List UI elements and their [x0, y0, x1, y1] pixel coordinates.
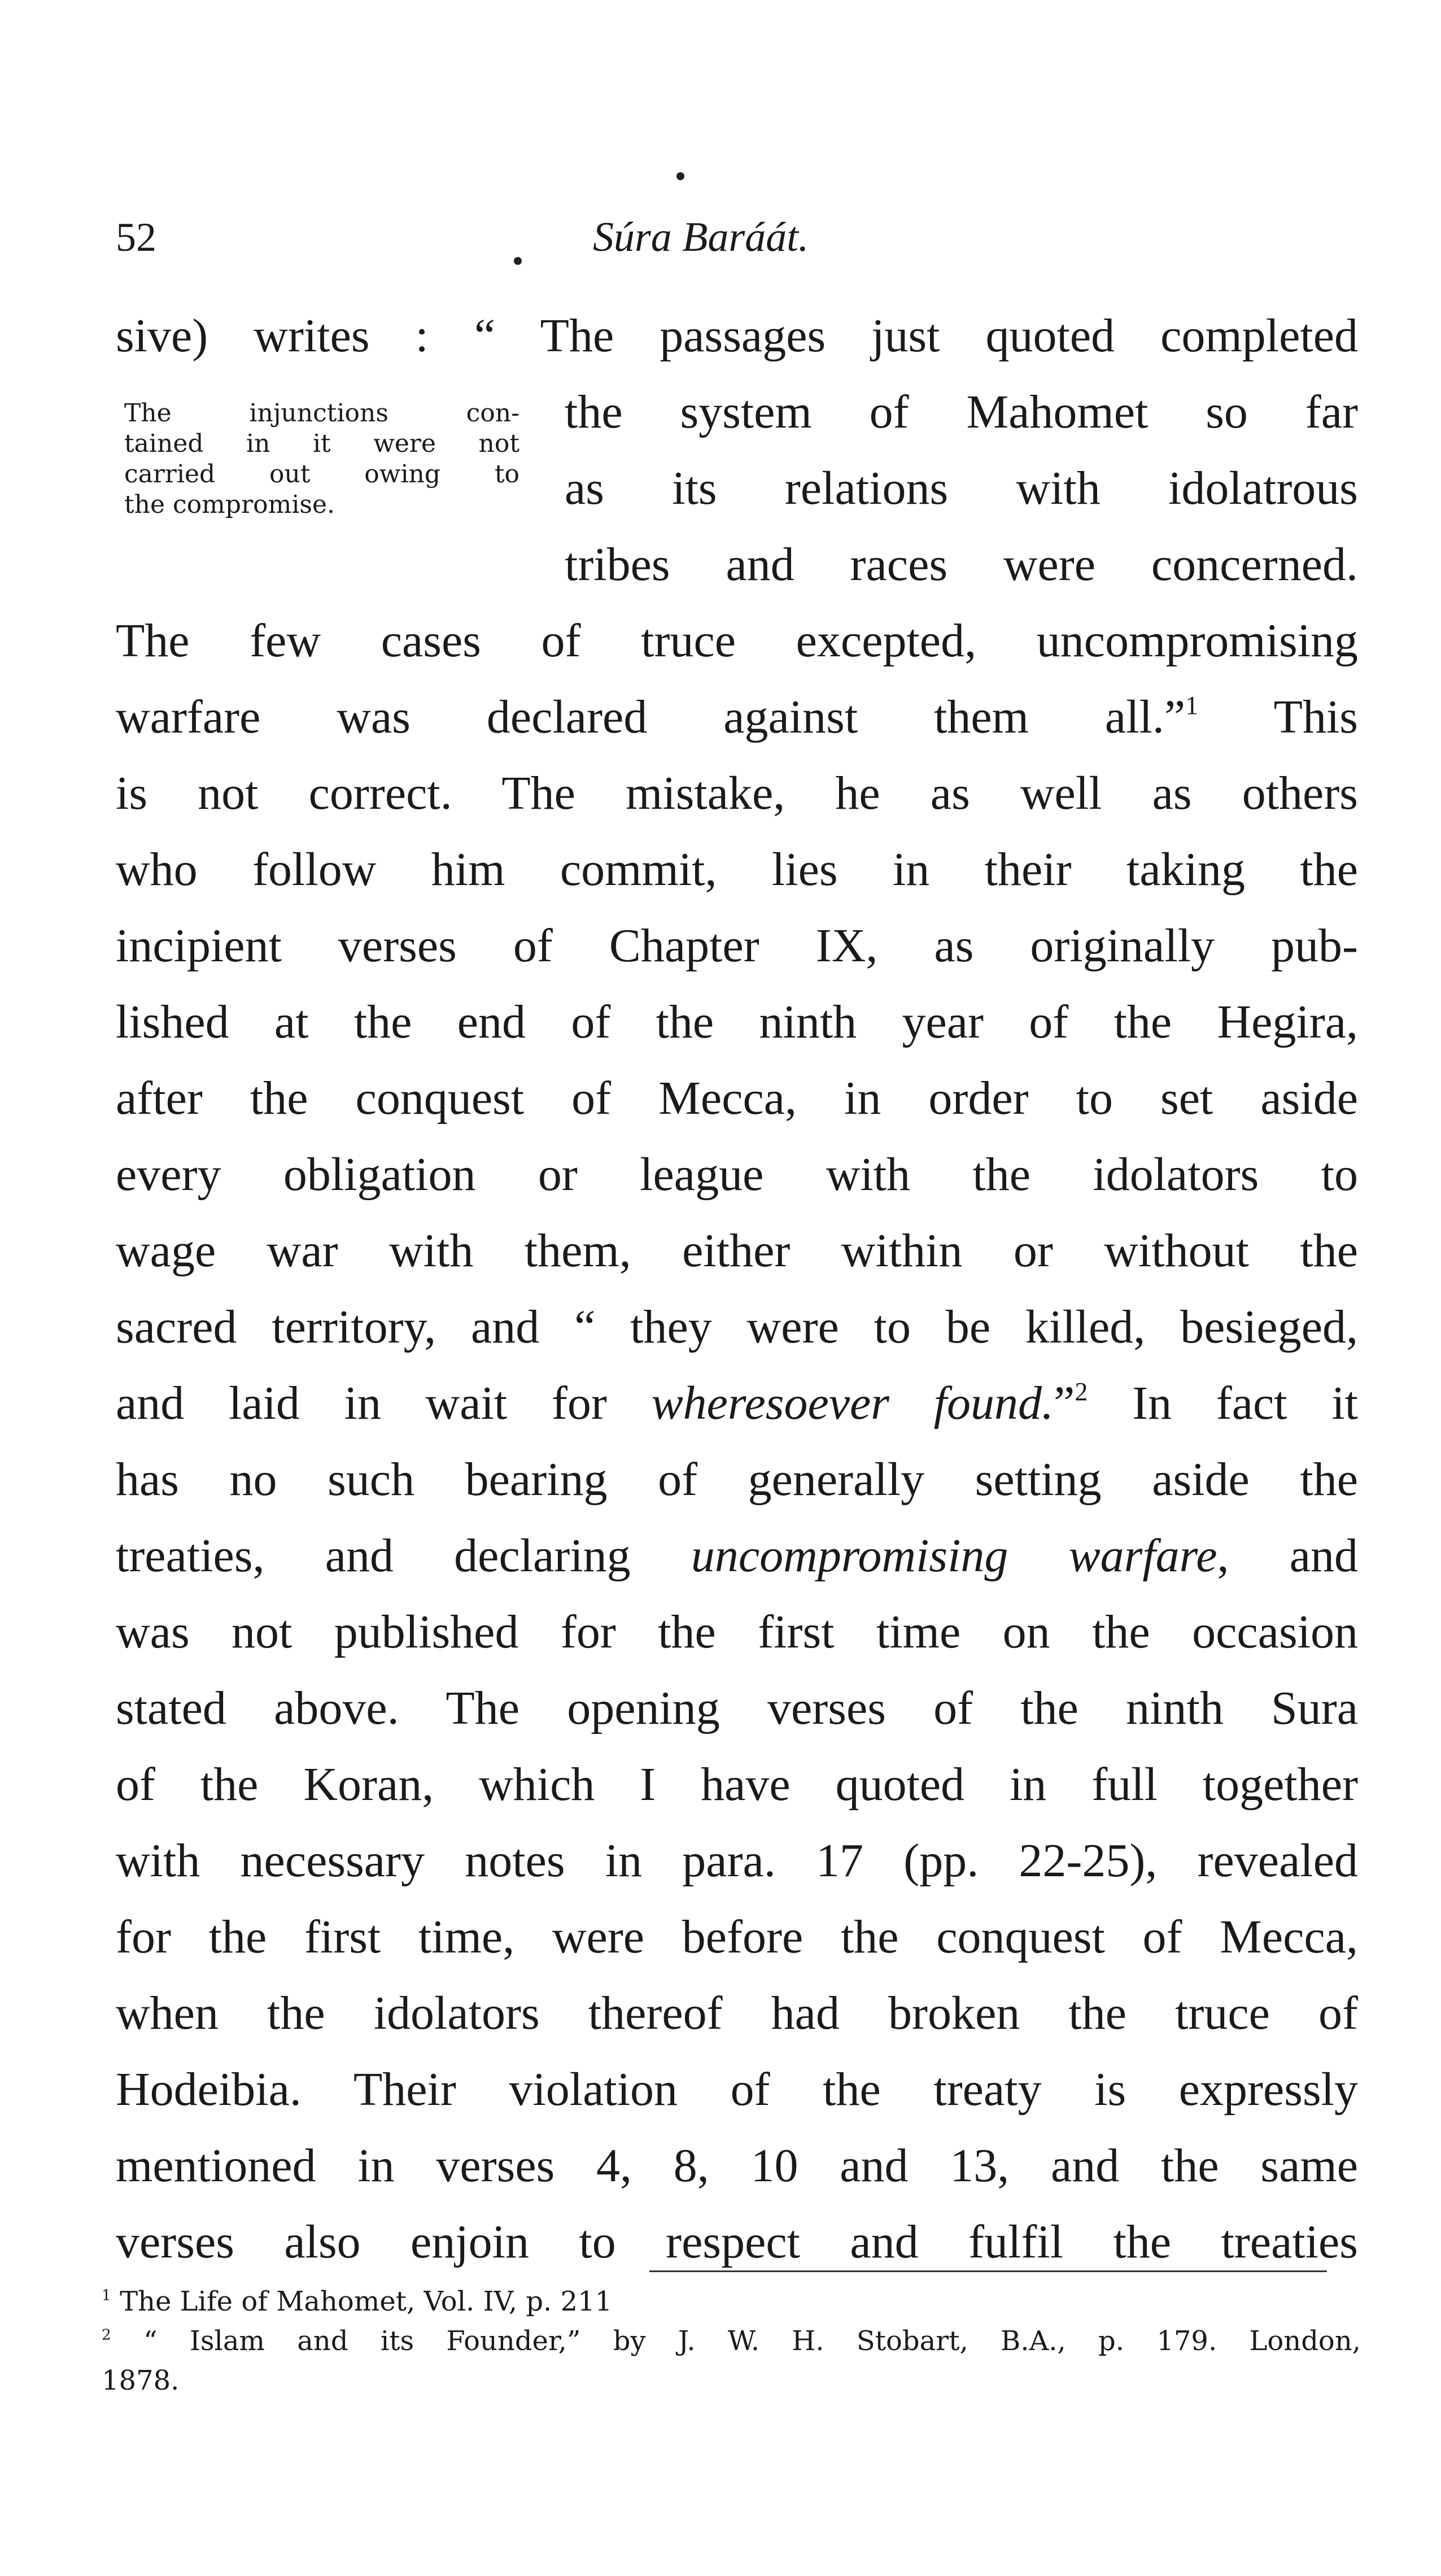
text-line: for the first time, were before the conquest of Mecca, [116, 1911, 1358, 1963]
margin-note-line: tained in it were not [124, 429, 519, 458]
italic-phrase: uncompromising warfare [691, 1529, 1217, 1582]
margin-note-line: carried out owing to [124, 460, 519, 489]
footnote-mark: 2 [102, 2326, 111, 2344]
text-segment: ” [1054, 1377, 1075, 1429]
footnote-text: “ Islam and its Founder,” by J. W. H. Stobart, B.A., p. 179. London, [143, 2325, 1361, 2357]
text-line: tribes and races were concerned. [565, 538, 1358, 591]
text-line: when the idolators thereof had broken the truce of [116, 1987, 1358, 2039]
text-segment: In fact it [1088, 1377, 1358, 1429]
printer-mark-dot [514, 257, 522, 265]
text-line: sacred territory, and “ they were to be killed, besieged, [116, 1301, 1358, 1353]
text-line: The few cases of truce excepted, uncompromising [116, 614, 1358, 667]
italic-phrase: wheresoever found. [651, 1377, 1054, 1429]
text-line: incipient verses of Chapter IX, as originally pub- [116, 919, 1358, 972]
text-line: sive) writes : “ The passages just quoted completed [116, 310, 1358, 362]
footnote-2 [102, 2321, 1361, 2361]
text-line: stated above. The opening verses of the ninth Sura [116, 1682, 1358, 1734]
text-line: lished at the end of the ninth year of the Hegira, [116, 996, 1358, 1048]
text-line: who follow him commit, lies in their taking the [116, 843, 1358, 896]
footnote-ref: 1 [1185, 691, 1199, 720]
printer-mark-dot [676, 172, 684, 180]
text-line: was not published for the first time on the occasion [116, 1606, 1358, 1658]
text-line [116, 1519, 1358, 1593]
text-line: of the Koran, which I have quoted in full together [116, 1758, 1358, 1811]
text-line: after the conquest of Mecca, in order to set aside [116, 1072, 1358, 1124]
text-line [116, 681, 1358, 754]
text-segment: warfare was declared against them all.” [116, 691, 1186, 743]
footnote-1 [102, 2282, 1361, 2321]
text-line: as its relations with idolatrous [565, 462, 1358, 515]
text-segment: , and [1217, 1529, 1358, 1582]
text-segment: This [1198, 691, 1358, 743]
page-number: 52 [116, 215, 156, 260]
margin-note [124, 398, 519, 520]
text-line: is not correct. The mistake, he as well as others [116, 767, 1358, 820]
text-segment: treaties, and declaring [116, 1529, 691, 1582]
margin-note-line: The injunctions con- [124, 399, 519, 428]
footnote-text: The Life of Mahomet, Vol. IV, p. 211 [120, 2286, 613, 2317]
footnote-2-continuation: 1878. [102, 2365, 180, 2396]
text-line: every obligation or league with the idolators to [116, 1148, 1358, 1201]
running-title: Súra Baráát. [593, 214, 809, 260]
footnote-rule [649, 2270, 1327, 2272]
text-line: mentioned in verses 4, 8, 10 and 13, and the same [116, 2139, 1358, 2192]
text-line: the system of Mahomet so far [565, 386, 1358, 438]
text-line: Hodeibia. Their violation of the treaty is expressly [116, 2063, 1358, 2116]
text-line: verses also enjoin to respect and fulfil the treaties [116, 2216, 1358, 2268]
text-line: has no such bearing of generally setting aside the [116, 1453, 1358, 1506]
text-line [116, 1367, 1358, 1440]
margin-note-line: the compromise. [124, 490, 335, 519]
footnote-ref: 2 [1075, 1377, 1088, 1406]
footnote-mark: 1 [102, 2286, 111, 2304]
text-segment: and laid in wait for [116, 1377, 652, 1429]
page-header [0, 209, 1441, 271]
text-line: wage war with them, either within or without the [116, 1224, 1358, 1277]
text-line: with necessary notes in para. 17 (pp. 22-25), revealed [116, 1834, 1358, 1887]
